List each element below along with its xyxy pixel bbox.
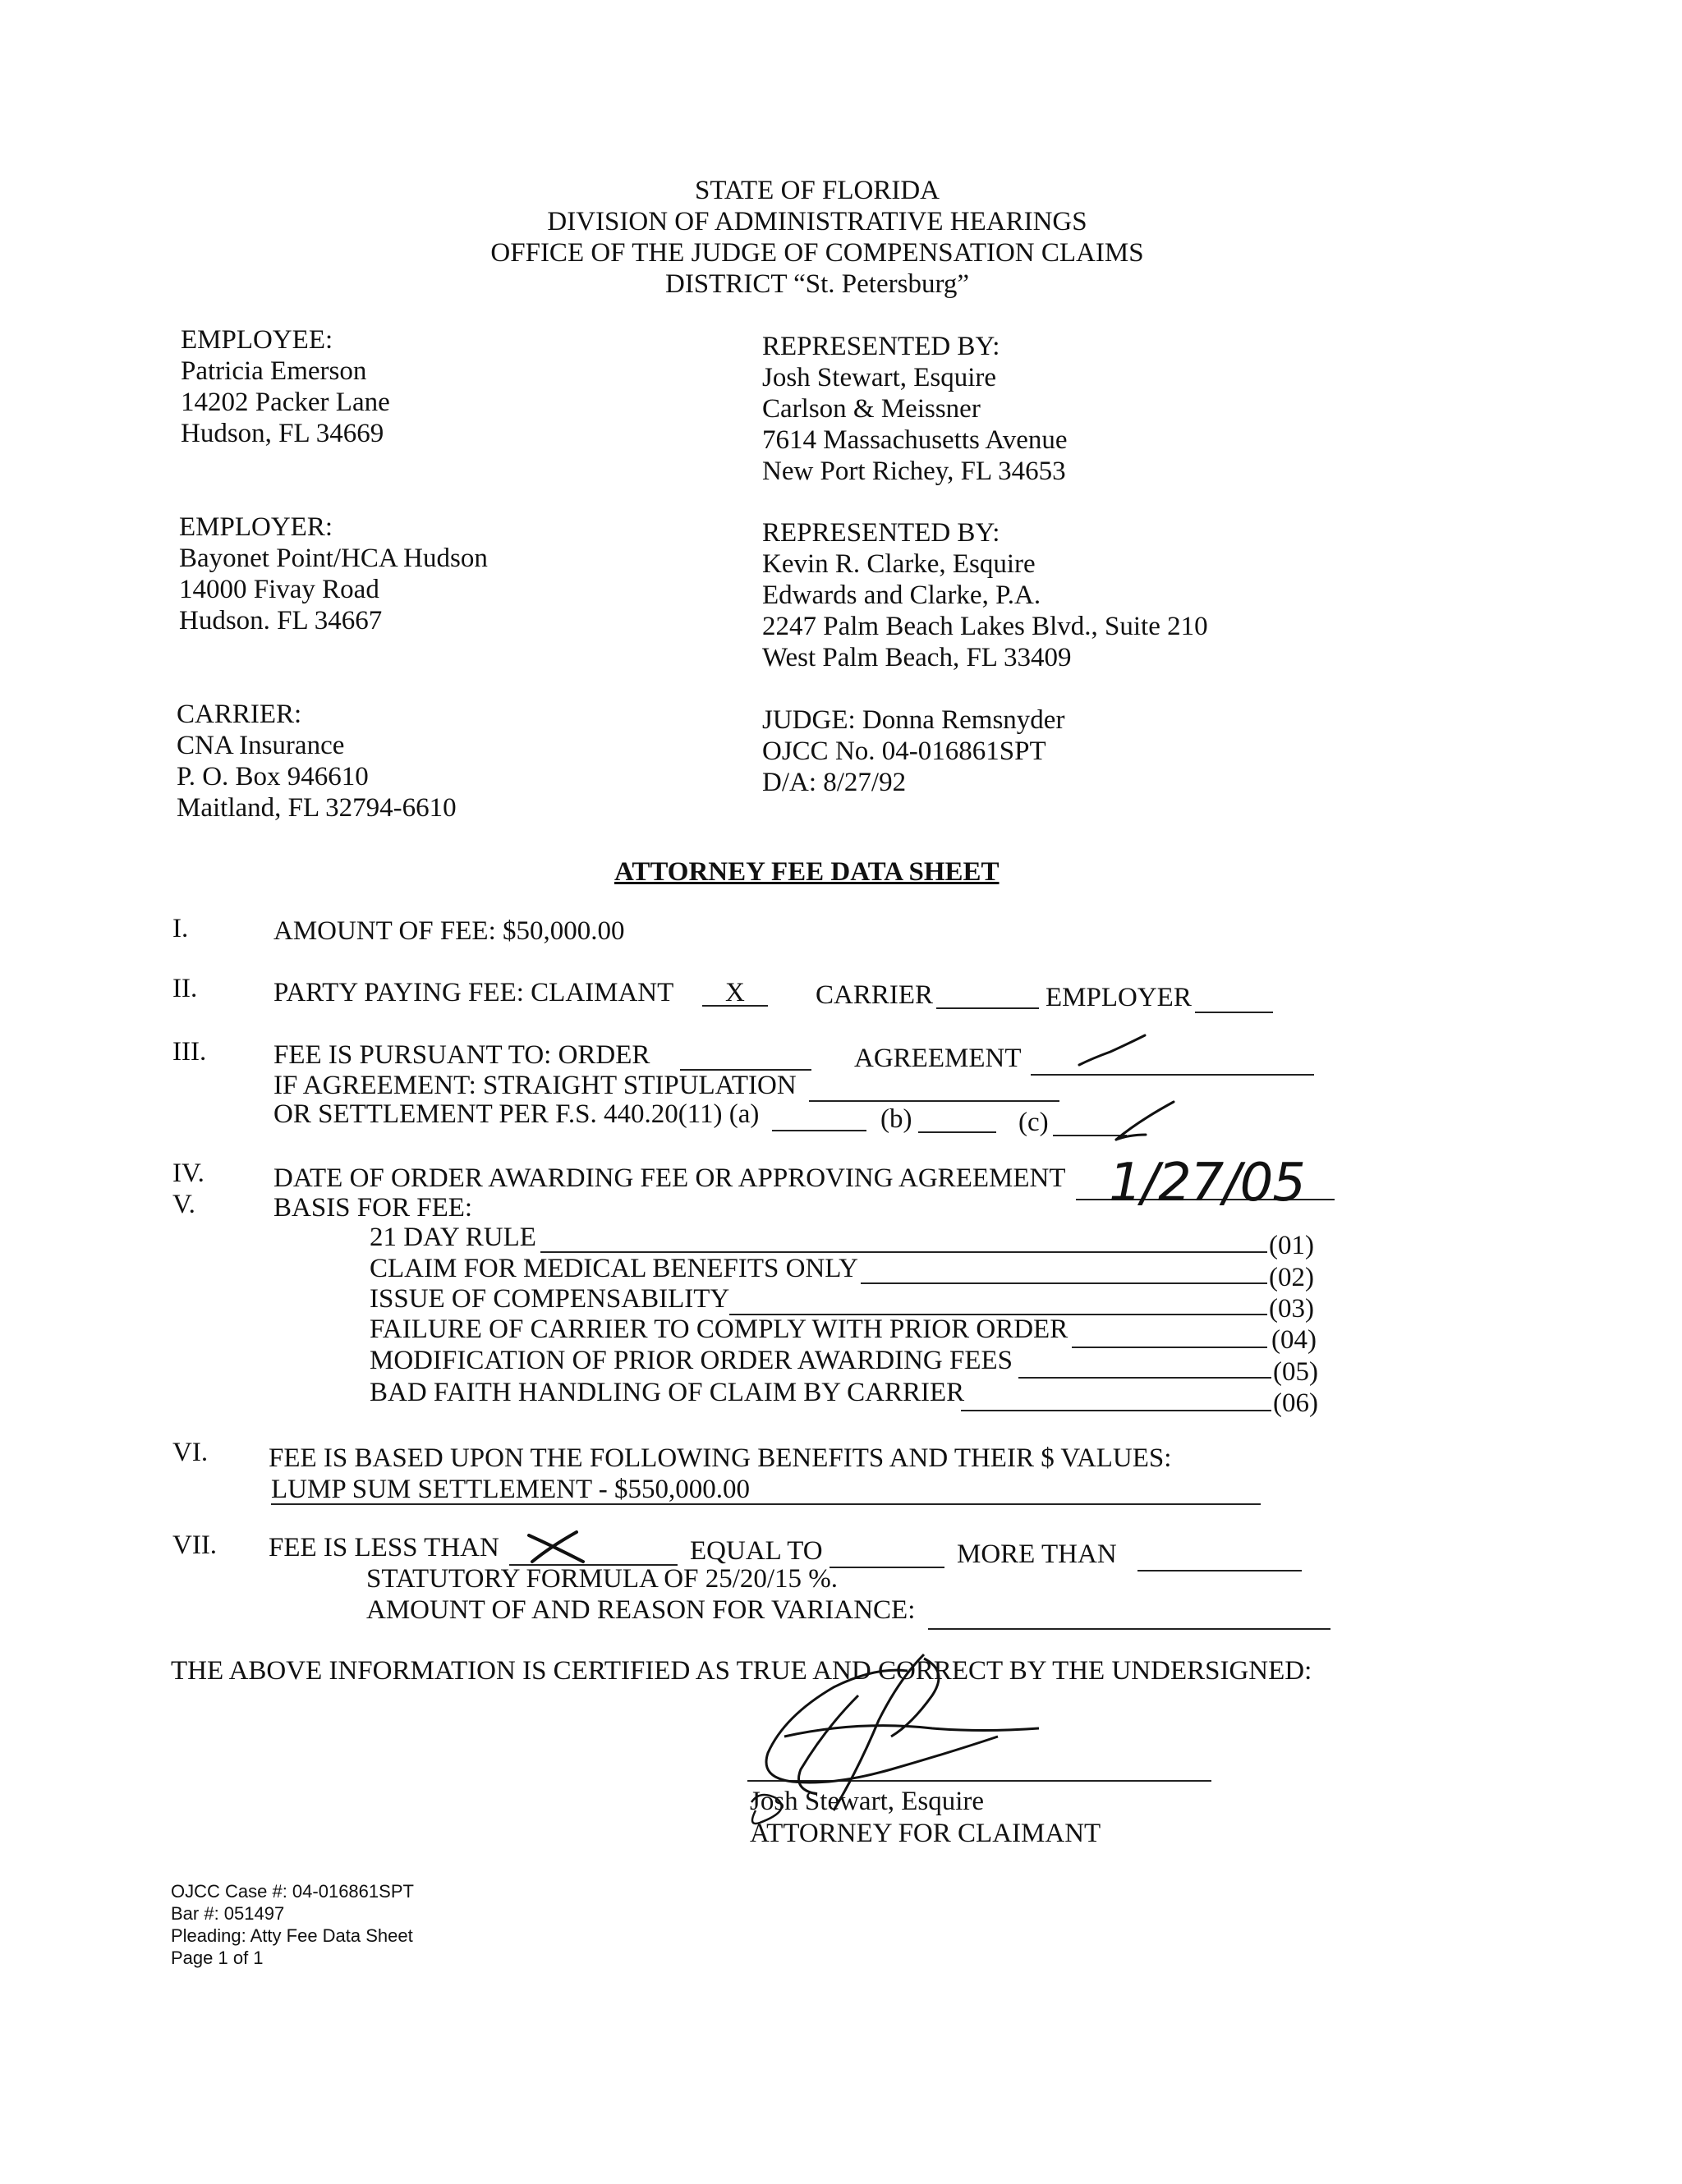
basis-item-blank bbox=[1018, 1377, 1271, 1379]
section-7-number: VII. bbox=[172, 1530, 218, 1560]
employee-rep-address-2: New Port Richey, FL 34653 bbox=[762, 457, 1066, 486]
ojcc-number: OJCC No. 04-016861SPT bbox=[762, 736, 1046, 766]
option-c-label: (c) bbox=[1018, 1108, 1049, 1137]
employee-rep-address-1: 7614 Massachusetts Avenue bbox=[762, 425, 1068, 455]
employee-rep-name: Josh Stewart, Esquire bbox=[762, 363, 997, 392]
handwritten-order-date bbox=[1109, 1149, 1314, 1215]
variance-label: AMOUNT OF AND REASON FOR VARIANCE: bbox=[366, 1595, 916, 1625]
header-line-office: OFFICE OF THE JUDGE OF COMPENSATION CLAIMS bbox=[490, 238, 1144, 268]
basis-item-code: (06) bbox=[1273, 1388, 1318, 1418]
benefits-value: LUMP SUM SETTLEMENT - $550,000.00 bbox=[271, 1475, 751, 1504]
carrier-name: CNA Insurance bbox=[177, 731, 345, 760]
stipulation-blank bbox=[809, 1100, 1059, 1102]
basis-item-code: (05) bbox=[1273, 1357, 1318, 1387]
employer-name: Bayonet Point/HCA Hudson bbox=[179, 544, 488, 573]
header-line-state: STATE OF FLORIDA bbox=[694, 176, 940, 205]
less-than-x-mark-icon bbox=[526, 1529, 587, 1566]
agreement-checkmark-icon bbox=[1076, 1030, 1150, 1071]
carrier-address-1: P. O. Box 946610 bbox=[177, 762, 369, 791]
section-5-number: V. bbox=[172, 1190, 195, 1219]
judge-name: JUDGE: Donna Remsnyder bbox=[762, 705, 1065, 735]
employee-block bbox=[181, 324, 390, 449]
employee-rep-label: REPRESENTED BY: bbox=[762, 332, 1000, 361]
employer-representative-block bbox=[762, 517, 1208, 673]
less-than-label: FEE IS LESS THAN bbox=[269, 1533, 499, 1562]
employee-label: EMPLOYEE: bbox=[181, 325, 333, 355]
header-line-division: DIVISION OF ADMINISTRATIVE HEARINGS bbox=[547, 207, 1087, 236]
section-6-number: VI. bbox=[172, 1438, 209, 1467]
carrier-option-label: CARRIER bbox=[816, 980, 934, 1010]
section-4-number: IV. bbox=[172, 1159, 205, 1188]
equal-to-blank bbox=[830, 1567, 944, 1568]
header-line-district: DISTRICT “St. Petersburg” bbox=[664, 269, 969, 299]
agreement-label: AGREEMENT bbox=[854, 1044, 1022, 1073]
agreement-blank bbox=[1031, 1074, 1314, 1076]
employee-address-2: Hudson, FL 34669 bbox=[181, 419, 384, 448]
benefits-value-line bbox=[271, 1503, 1261, 1505]
claimant-mark: X bbox=[725, 978, 745, 1007]
employer-rep-address-2: West Palm Beach, FL 33409 bbox=[762, 643, 1072, 672]
basis-item-label: FAILURE OF CARRIER TO COMPLY WITH PRIOR ORDER bbox=[370, 1315, 1068, 1344]
basis-item-label: CLAIM FOR MEDICAL BENEFITS ONLY bbox=[370, 1254, 858, 1283]
basis-label: BASIS FOR FEE: bbox=[273, 1193, 473, 1223]
employer-option-label: EMPLOYER bbox=[1046, 983, 1192, 1012]
employee-name: Patricia Emerson bbox=[181, 356, 367, 386]
section-2-number: II. bbox=[172, 974, 198, 1003]
employer-rep-address-1: 2247 Palm Beach Lakes Blvd., Suite 210 bbox=[762, 612, 1208, 641]
employee-address-1: 14202 Packer Lane bbox=[181, 388, 390, 417]
basis-item-blank bbox=[861, 1282, 1267, 1284]
party-paying-label: PARTY PAYING FEE: CLAIMANT bbox=[273, 978, 674, 1007]
basis-item-blank bbox=[1072, 1347, 1267, 1348]
basis-item-label: 21 DAY RULE bbox=[370, 1223, 536, 1252]
employer-address-1: 14000 Fivay Road bbox=[179, 575, 379, 604]
footer-bar-number: Bar #: 051497 bbox=[171, 1903, 285, 1924]
variance-blank bbox=[928, 1628, 1330, 1630]
employer-block bbox=[179, 512, 488, 636]
basis-item-blank bbox=[961, 1410, 1271, 1411]
employer-rep-firm: Edwards and Clarke, P.A. bbox=[762, 580, 1041, 610]
footer-case-number: OJCC Case #: 04-016861SPT bbox=[171, 1881, 414, 1902]
carrier-block bbox=[177, 699, 457, 824]
handwritten-date-text: 1/27/05 bbox=[1109, 1153, 1306, 1214]
option-b-blank bbox=[918, 1131, 996, 1133]
footer-pleading: Pleading: Atty Fee Data Sheet bbox=[171, 1925, 413, 1946]
signer-title: ATTORNEY FOR CLAIMANT bbox=[750, 1819, 1101, 1848]
form-title: ATTORNEY FEE DATA SHEET bbox=[614, 857, 1000, 887]
document-footer bbox=[171, 1880, 414, 1969]
carrier-blank bbox=[936, 1007, 1039, 1009]
judge-block bbox=[762, 704, 1064, 798]
basis-item-label: BAD FAITH HANDLING OF CLAIM BY CARRIER bbox=[370, 1378, 965, 1407]
employee-representative-block bbox=[762, 331, 1068, 487]
more-than-blank bbox=[1137, 1570, 1302, 1571]
equal-to-label: EQUAL TO bbox=[690, 1536, 823, 1566]
employee-rep-firm: Carlson & Meissner bbox=[762, 394, 981, 424]
employer-rep-label: REPRESENTED BY: bbox=[762, 518, 1000, 548]
more-than-label: MORE THAN bbox=[957, 1539, 1117, 1569]
basis-item-code: (04) bbox=[1271, 1325, 1317, 1355]
settlement-label: OR SETTLEMENT PER F.S. 440.20(11) (a) bbox=[273, 1099, 760, 1129]
basis-item-code: (02) bbox=[1269, 1263, 1314, 1292]
basis-item-code: (01) bbox=[1269, 1231, 1314, 1260]
carrier-address-2: Maitland, FL 32794-6610 bbox=[177, 793, 457, 823]
basis-item-label: ISSUE OF COMPENSABILITY bbox=[370, 1284, 730, 1314]
option-b-label: (b) bbox=[880, 1104, 912, 1134]
section-1-number: I. bbox=[172, 914, 189, 943]
order-date-label: DATE OF ORDER AWARDING FEE OR APPROVING AGREEMENT bbox=[273, 1163, 1066, 1193]
document-header bbox=[460, 175, 1174, 300]
pursuant-label: FEE IS PURSUANT TO: ORDER bbox=[273, 1040, 650, 1070]
date-of-accident: D/A: 8/27/92 bbox=[762, 768, 907, 797]
option-c-checkmark-icon bbox=[1113, 1099, 1179, 1144]
section-3-number: III. bbox=[172, 1037, 207, 1067]
fee-amount: AMOUNT OF FEE: $50,000.00 bbox=[273, 916, 625, 946]
benefits-label: FEE IS BASED UPON THE FOLLOWING BENEFITS AND THEIR $ VALUES: bbox=[269, 1443, 1172, 1473]
basis-item-code: (03) bbox=[1269, 1294, 1314, 1324]
employer-rep-name: Kevin R. Clarke, Esquire bbox=[762, 549, 1036, 579]
employer-label: EMPLOYER: bbox=[179, 512, 333, 542]
employer-address-2: Hudson. FL 34667 bbox=[179, 606, 383, 635]
certification-statement: THE ABOVE INFORMATION IS CERTIFIED AS TRUE AND CORRECT BY THE UNDERSIGNED: bbox=[171, 1656, 1312, 1686]
footer-page-number: Page 1 of 1 bbox=[171, 1948, 264, 1968]
stipulation-label: IF AGREEMENT: STRAIGHT STIPULATION bbox=[273, 1071, 797, 1100]
statutory-formula-label: STATUTORY FORMULA OF 25/20/15 %. bbox=[366, 1564, 839, 1594]
carrier-label: CARRIER: bbox=[177, 700, 302, 729]
signer-name: Josh Stewart, Esquire bbox=[750, 1787, 985, 1816]
employer-blank bbox=[1195, 1012, 1273, 1013]
basis-item-label: MODIFICATION OF PRIOR ORDER AWARDING FEES bbox=[370, 1346, 1013, 1375]
option-a-blank bbox=[772, 1130, 866, 1131]
